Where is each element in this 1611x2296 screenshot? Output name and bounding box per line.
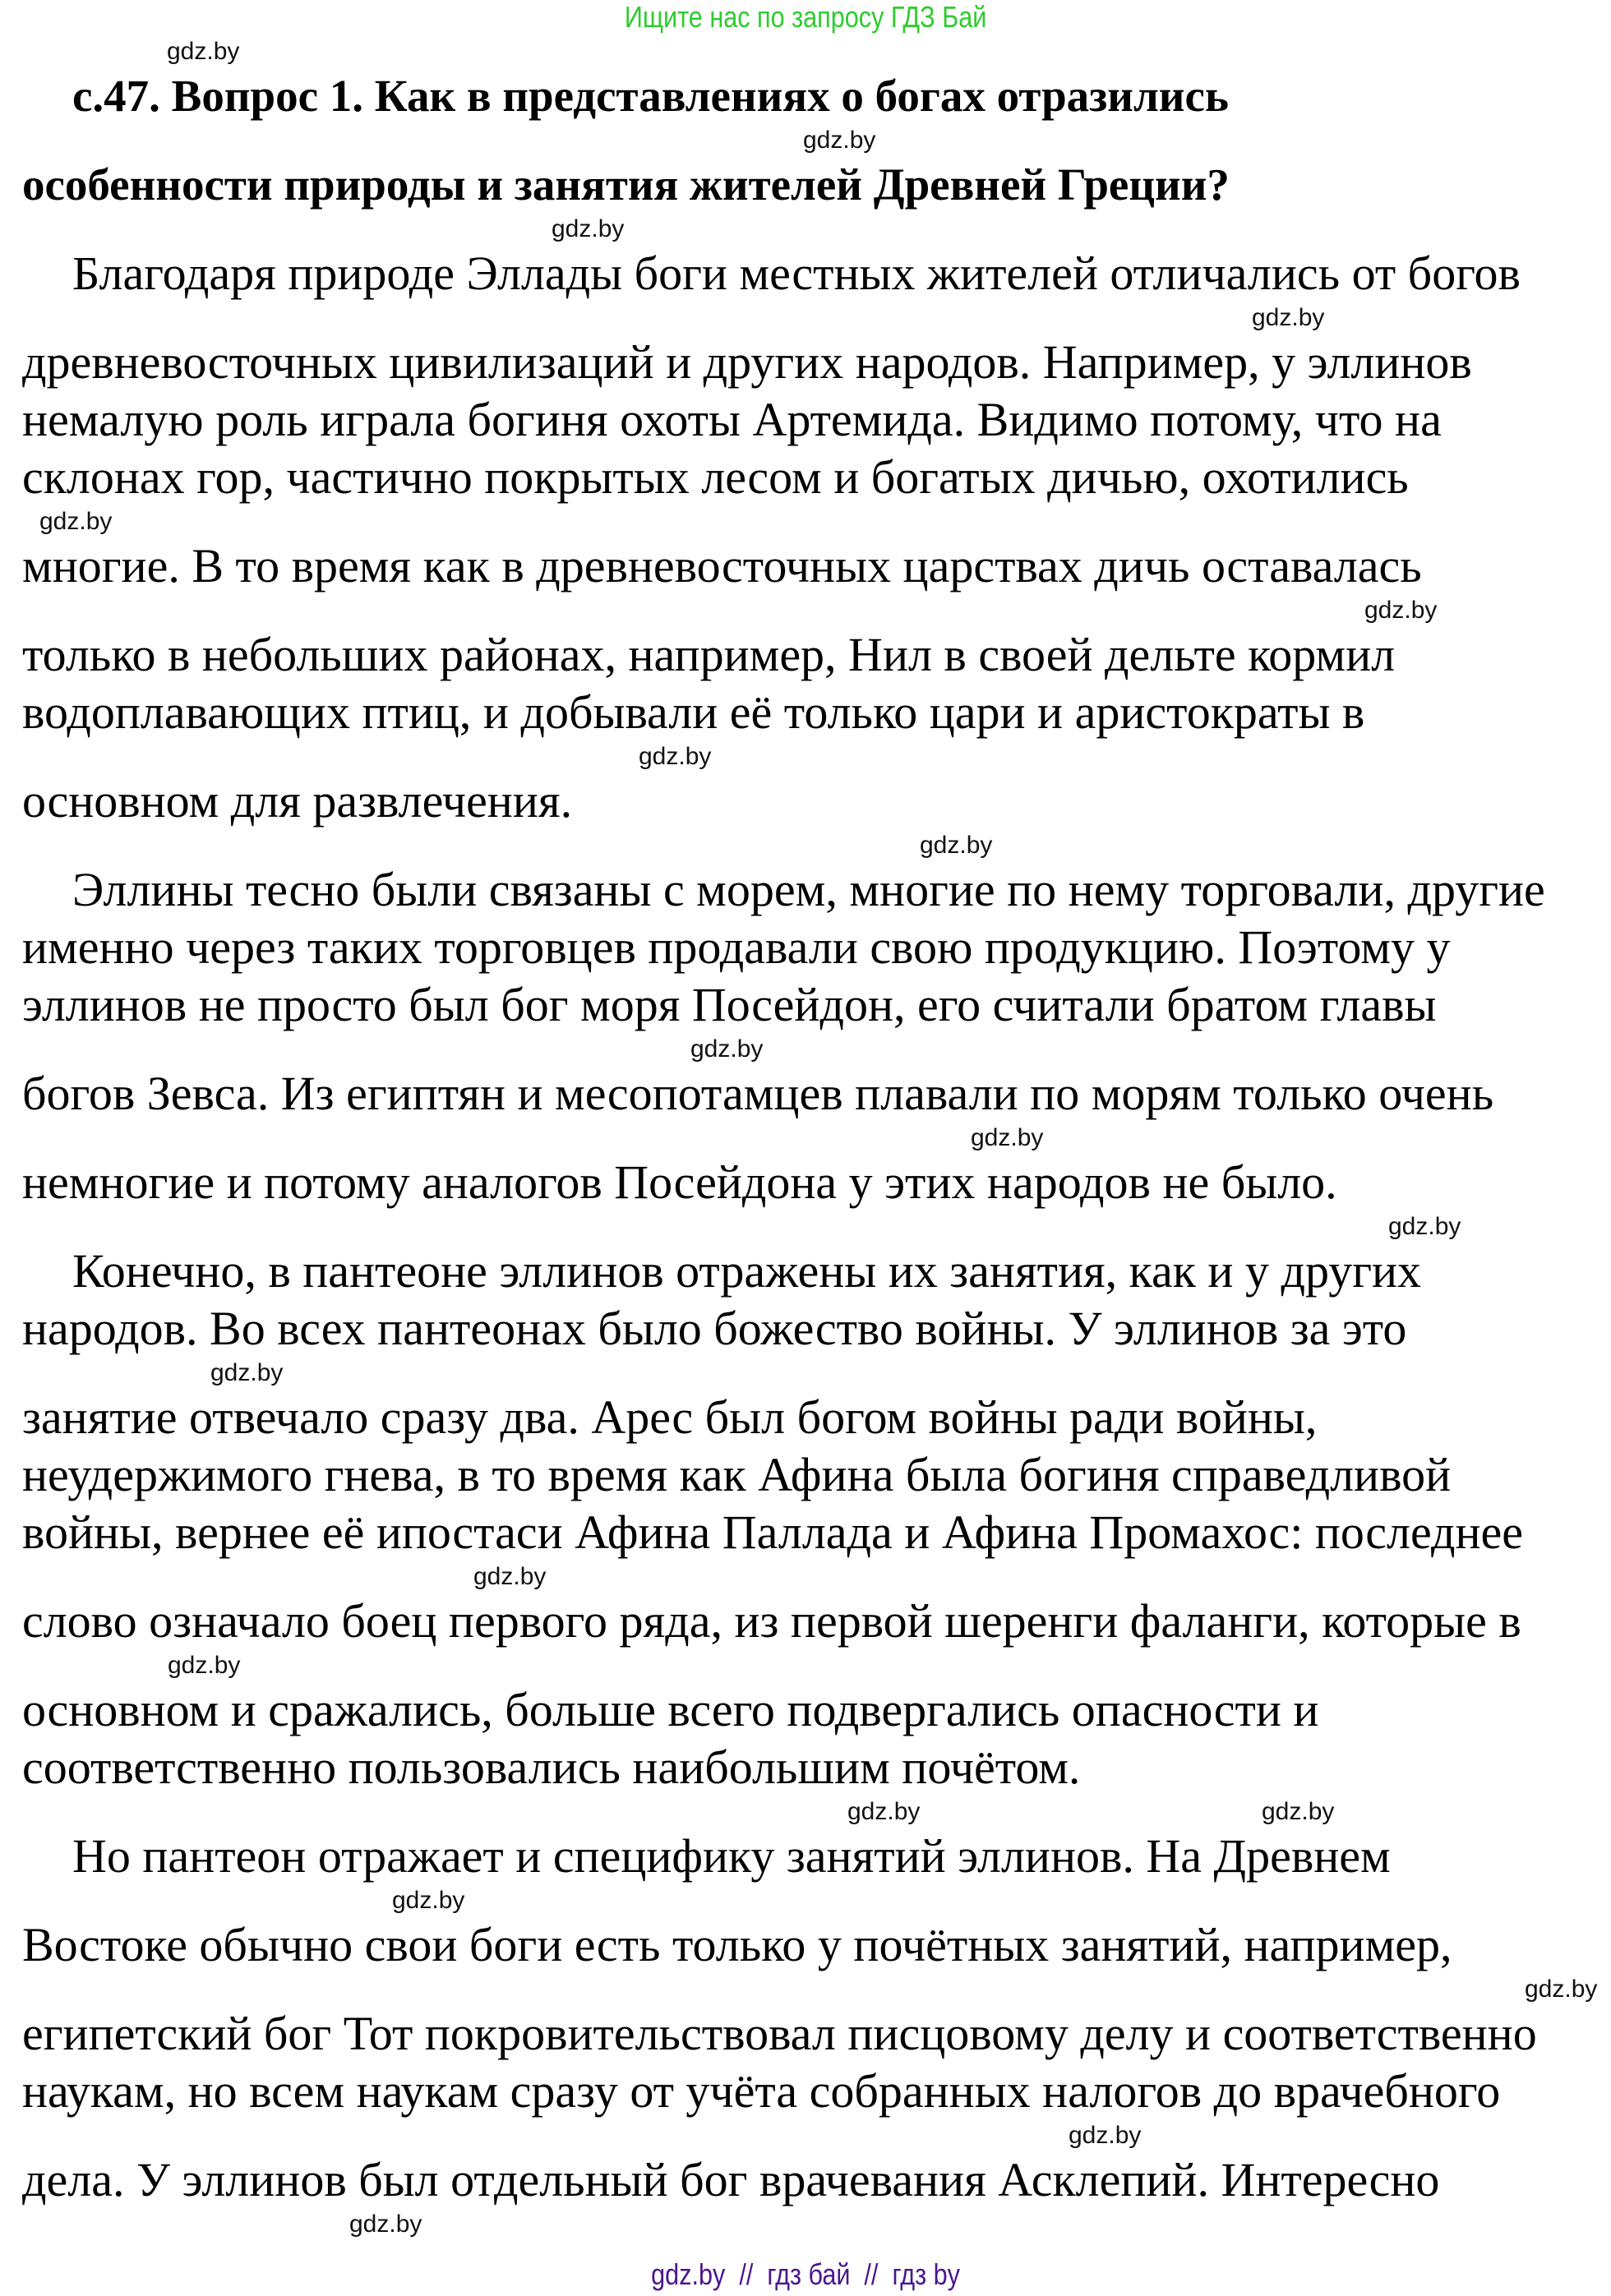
question-title-line: особенности природы и занятия жителей Древней Греции? [22,159,1230,210]
watermark-row [0,214,1611,245]
watermark-row [0,595,1611,626]
watermark: gdz.by [1252,304,1325,331]
paragraph-line: дела. У эллинов был отдельный бог врачевания Асклепий. Интересно [22,2153,1440,2206]
watermark: gdz.by [1364,597,1438,624]
paragraph-line: основном для развлечения. [22,774,573,828]
watermark: gdz.by [847,1798,921,1825]
watermark-row [0,830,1611,861]
watermark: gdz.by [1262,1798,1335,1825]
paragraph-line: Но пантеон отражает и специфику занятий эллинов. На Древнем [72,1829,1391,1883]
paragraph-line: древневосточных цивилизаций и других народов. Например, у эллинов [22,335,1472,389]
paragraph-line: народов. Во всех пантеонах было божество войны. У эллинов за это [22,1302,1407,1355]
watermark: gdz.by [1525,1976,1598,2003]
watermark-row [0,1650,1611,1681]
paragraph-line: эллинов не просто был бог моря Посейдон, его считали братом главы [22,978,1437,1031]
watermark: gdz.by [392,1887,465,1914]
watermark-row [0,125,1611,156]
watermark-row [0,2209,1611,2240]
paragraph-line: слово означало боец первого ряда, из первой шеренги фаланги, которые в [22,1594,1521,1648]
paragraph-line: именно через таких торговцев продавали свою продукцию. Поэтому у [22,920,1451,974]
watermark: gdz.by [639,743,712,770]
paragraph-line: только в небольших районах, например, Нил в своей дельте кормил [22,628,1396,681]
paragraph-line: войны, вернее её ипостаси Афина Паллада и Афина Промахос: последнее [22,1505,1524,1559]
watermark: gdz.by [690,1035,764,1063]
watermark: gdz.by [473,1563,547,1590]
footer-links-text[interactable]: gdz.by // гдз бай // гдз by [651,2257,960,2291]
watermark: gdz.by [920,832,993,859]
footer-links[interactable] [0,2257,1611,2296]
watermark: gdz.by [1069,2122,1142,2149]
watermark-row [0,1796,1611,1828]
watermark-row [0,36,1611,67]
watermark: gdz.by [803,127,876,154]
question-title-line: с.47. Вопрос 1. Как в представлениях о богах отразились [72,71,1229,121]
paragraph-line: немногие и потому аналогов Посейдона у этих народов не было. [22,1155,1337,1209]
watermark: gdz.by [971,1124,1044,1151]
watermark-row [0,2120,1611,2151]
watermark-row [0,1211,1611,1243]
paragraph-line: соответственно пользовались наибольшим почётом. [22,1740,1081,1794]
watermark-row [0,1885,1611,1916]
paragraph-line: основном и сражались, больше всего подвергались опасности и [22,1683,1319,1736]
watermark: gdz.by [39,508,113,535]
watermark-row [0,1561,1611,1593]
paragraph-line: Востоке обычно свои боги есть только у почётных занятий, например, [22,1918,1452,1971]
search-banner [0,0,1611,36]
paragraph-line: немалую роль играла богиня охоты Артемида. Видимо потому, что на [22,393,1442,446]
watermark: gdz.by [1388,1213,1461,1240]
paragraph-line: Эллины тесно были связаны с морем, многие по нему торговали, другие [72,863,1545,916]
watermark: gdz.by [167,38,240,65]
paragraph-line: многие. В то время как в древневосточных царствах дичь оставалась [22,539,1422,592]
watermark-row [0,506,1611,537]
watermark: gdz.by [349,2211,422,2238]
paragraph-line: склонах гор, частично покрытых лесом и богатых дичью, охотились [22,450,1409,504]
watermark: gdz.by [210,1359,284,1386]
paragraph-line: богов Зевса. Из египтян и месопотамцев плавали по морям только очень [22,1067,1494,1120]
paragraph-line: неудержимого гнева, в то время как Афина была богиня справедливой [22,1448,1452,1501]
paragraph-line: Конечно, в пантеоне эллинов отражены их занятия, как и у других [72,1244,1422,1298]
watermark-row [0,1123,1611,1154]
watermark: gdz.by [552,215,625,242]
paragraph-line: занятие отвечало сразу два. Арес был богом войны ради войны, [22,1390,1318,1444]
watermark-row [0,1974,1611,2005]
paragraph-line: водоплавающих птиц, и добывали её только цари и аристократы в [22,685,1365,739]
watermark: gdz.by [168,1652,241,1679]
watermark-row [0,302,1611,334]
banner-text: Ищите нас по запросу ГДЗ Бай [624,0,987,34]
watermark-row [0,741,1611,772]
watermark-row [0,1358,1611,1389]
paragraph-line: Благодаря природе Эллады боги местных жителей отличались от богов [72,247,1521,300]
paragraph-line: наукам, но всем наукам сразу от учёта собранных налогов до врачебного [22,2064,1501,2118]
watermark-row [0,1034,1611,1065]
paragraph-line: египетский бог Тот покровительствовал писцовому делу и соответственно [22,2007,1537,2060]
